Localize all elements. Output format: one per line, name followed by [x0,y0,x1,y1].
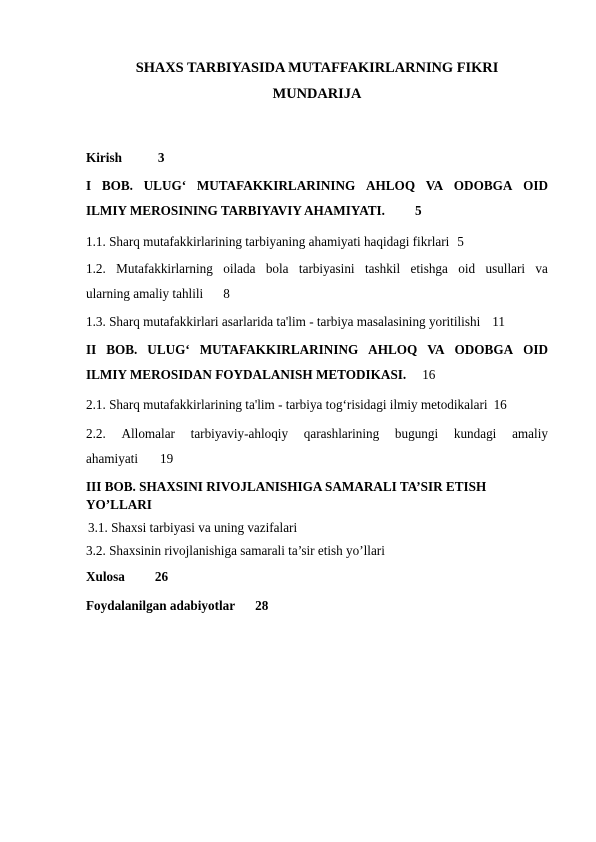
toc-page-number: 19 [160,451,174,466]
toc-entry-bob1-line1 [86,177,548,195]
toc-entry-bob3-line1: III BOB. SHAXSINI RIVOJLANISHIGA SAMARALI TA’SIR ETISH [86,479,487,494]
toc-entry-label: 2.1. Sharq mutafakkirlarining ta'lim - tarbiya tog‘risidagi ilmiy metodikalari [86,397,488,412]
toc-entry-3-2: 3.2. Shaxsinin rivojlanishiga samarali ta’sir etish yo’llari [86,543,385,558]
toc-entry-1-3 [86,313,548,331]
toc-entry-label: 1.1. Sharq mutafakkirlarining tarbiyaning ahamiyati haqidagi fikrlari [86,234,450,249]
toc-word: OID [523,178,548,193]
toc-entry-label: 1.3. Sharq mutafakkirlari asarlarida ta'lim - tarbiya masalasining yoritilishi [86,314,481,329]
toc-word: MUTAFAKKIRLARINING [196,178,356,193]
toc-entry-bob3-line2: YO’LLARI [86,497,152,512]
toc-entry-label: ahamiyati [86,451,138,466]
toc-entry-1-2-line1 [86,260,548,278]
toc-entry-bob1-line2 [86,202,548,220]
toc-entry-2-2-line1 [86,425,548,443]
toc-word: BOB. [101,178,133,193]
toc-entry-2-2-line2 [86,450,548,468]
toc-word: oid [458,261,476,276]
toc-word: bugungi [394,426,439,441]
toc-word: I [86,178,92,193]
toc-page-number: 5 [414,203,422,218]
toc-word: ODOBGA [453,178,513,193]
toc-page-number: 8 [223,286,230,301]
toc-page-number: 16 [422,367,436,382]
toc-page-number: 3 [157,150,165,165]
toc-word: MUTAFAKKIRLARINING [199,342,359,357]
toc-word: kundagi [453,426,497,441]
toc-word: VA [427,342,445,357]
toc-page-number: 5 [457,234,464,249]
toc-word: tashkil [364,261,401,276]
toc-entry-adabiyot [86,597,548,615]
toc-word: 2.2. [86,426,106,441]
toc-word: OID [523,342,548,357]
toc-word: oilada [223,261,256,276]
toc-word: bola [265,261,289,276]
toc-entry-label: ularning amaliy tahlili [86,286,204,301]
toc-entry-label: Kirish [86,150,122,165]
toc-word: VA [425,178,444,193]
document-title: SHAXS TARBIYASIDA MUTAFFAKIRLARNING FIKRI [135,60,499,76]
toc-entry-xulosa [86,568,548,586]
toc-word: usullari [485,261,526,276]
toc-entry-label: Foydalanilgan adabiyotlar [86,598,236,613]
toc-word: AHLOQ [365,178,416,193]
toc-word: II [86,342,97,357]
toc-entry-bob2-line2 [86,366,548,384]
toc-word: amaliy [512,426,548,441]
toc-entry-kirish [86,149,548,167]
toc-page-number: 11 [492,314,505,329]
toc-entry-bob2-line1 [86,341,548,359]
toc-entry-label: Xulosa [86,569,125,584]
toc-entry-3-1: 3.1. Shaxsi tarbiyasi va uning vazifalari [88,520,298,535]
toc-word: 1.2. [86,261,106,276]
toc-word: Allomalar [121,426,175,441]
toc-page-number: 16 [493,397,507,412]
toc-word: va [535,261,548,276]
toc-word: ODOBGA [454,342,514,357]
toc-word: BOB. [106,342,138,357]
toc-entry-2-1 [86,396,548,414]
toc-word: ULUG‘ [147,342,190,357]
toc-word: tarbiyaviy-ahloqiy [190,426,289,441]
toc-word: tarbiyasini [298,261,355,276]
toc-word: etishga [410,261,448,276]
toc-word: ULUG‘ [143,178,187,193]
toc-entry-label: ILMIY MEROSINING TARBIYAVIY AHAMIYATI. [86,203,385,218]
toc-word: Mutafakkirlarning [116,261,213,276]
toc-word: AHLOQ [368,342,418,357]
toc-entry-1-2-line2 [86,285,548,303]
toc-entry-1-1 [86,233,548,251]
toc-page-number: 26 [154,569,169,584]
toc-heading: MUNDARIJA [272,86,362,102]
toc-page-number: 28 [255,598,269,613]
toc-word: qarashlarining [303,426,380,441]
toc-entry-label: ILMIY MEROSIDAN FOYDALANISH METODIKASI. [86,367,407,382]
